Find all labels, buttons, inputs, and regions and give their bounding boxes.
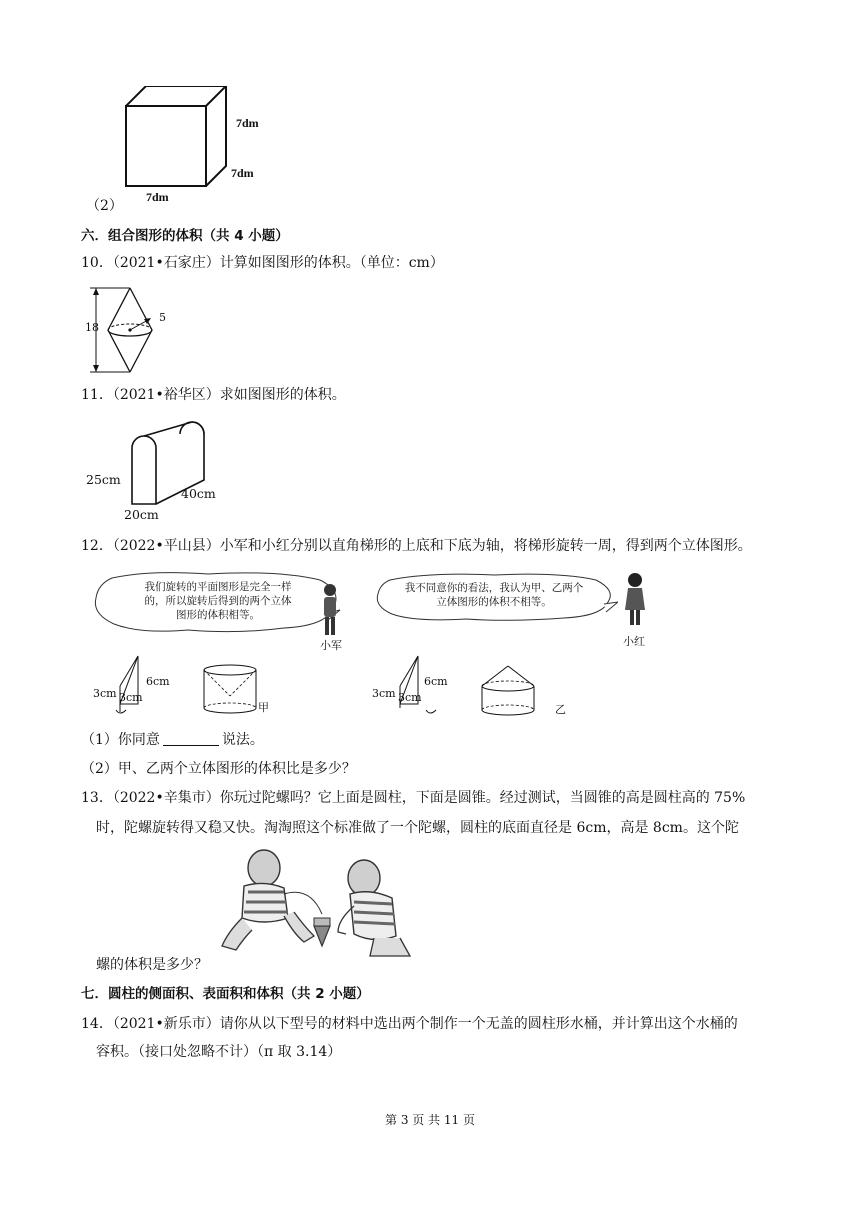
cube-depth-label: 7dm [231,166,254,180]
kids-spinning-top-drawing [214,846,420,960]
label-yi: 乙 [555,703,566,716]
kids-spinning-top-illustration [214,846,420,960]
question-13-line3: 螺的体积是多少？ [96,957,208,973]
page-footer: 第 3 页 共 11 页 [385,1113,475,1127]
name-xiaojun: 小军 [320,639,342,652]
speech-bubble-right [370,572,618,622]
question-12-sub2: （2）甲、乙两个立体图形的体积比是多少？ [81,761,356,777]
boy-xiaojun-figure [318,582,342,638]
speech-bubble-left-text: 我们旋转的平面图形是完全一样的，所以旋转后得到的两个立体图形的体积相等。 [144,581,292,621]
right-dim-3cm-b: 3cm [398,691,422,704]
solid-jia-drawing [200,662,264,716]
girl-xiaohong-figure [623,572,647,628]
section-7-heading: 七．圆柱的侧面积、表面积和体积（共 2 小题） [81,986,370,1002]
question-14-line1: 14．（2021•新乐市）请你从以下型号的材料中选出两个制作一个无盖的圆柱形水桶，并计算出这个水桶的 [81,1016,738,1032]
double-cone-drawing [84,284,184,376]
left-dim-3cm-a: 3cm [93,687,117,700]
sub1-after: 说法。 [221,732,264,748]
speech-bubble-right-text: 我不同意你的看法，我认为甲、乙两个立体图形的体积不相等。 [404,582,584,608]
cube-drawing [118,86,278,211]
label-jia: 甲 [258,701,269,714]
left-dim-6cm: 6cm [146,675,170,688]
solid-yi-figure [476,664,540,718]
double-cone-radius-label: 5 [159,311,166,324]
speech-bubble-left [88,570,346,636]
question-11-text: 11．（2021•裕华区）求如图图形的体积。 [81,387,346,403]
box-height-label: 25cm [86,472,121,487]
section-6-heading: 六．组合图形的体积（共 4 小题） [81,228,289,244]
cube-height-label: 7dm [236,116,259,130]
solid-jia-figure [200,662,264,716]
cube-part-label: （2） [86,198,123,214]
box-width-label: 20cm [124,507,159,522]
question-12-sub1 [81,730,264,750]
question-10-text: 10．（2021•石家庄）计算如图图形的体积。（单位：cm） [81,255,444,271]
question-12-text: 12．（2022•平山县）小军和小红分别以直角梯形的上底和下底为轴，将梯形旋转一周，得到两个立体图形。 [81,538,752,554]
double-cone-height-label: 18 [85,321,99,334]
box-length-label: 40cm [181,486,216,501]
left-dim-3cm-b: 3cm [119,691,143,704]
double-cone-figure [84,284,184,376]
right-dim-6cm: 6cm [424,675,448,688]
boy-icon [318,582,342,638]
question-13-line2: 时，陀螺旋转得又稳又快。淘淘照这个标准做了一个陀螺，圆柱的底面直径是 6cm，高是 8cm。这个陀 [96,820,739,836]
name-xiaohong: 小红 [623,635,645,648]
cube-figure [118,86,278,211]
girl-icon [623,572,647,628]
question-13-line1: 13．（2022•辛集市）你玩过陀螺吗？它上面是圆柱，下面是圆锥。经过测试，当圆锥的高是圆柱高的 75% [81,790,746,806]
right-dim-3cm-a: 3cm [372,687,396,700]
cube-width-label: 7dm [146,190,169,204]
sub1-before: （1）你同意 [81,732,160,748]
answer-blank[interactable] [163,731,219,746]
solid-yi-drawing [476,664,540,718]
question-14-line2: 容积。（接口处忽略不计）（π 取 3.14） [96,1044,342,1060]
